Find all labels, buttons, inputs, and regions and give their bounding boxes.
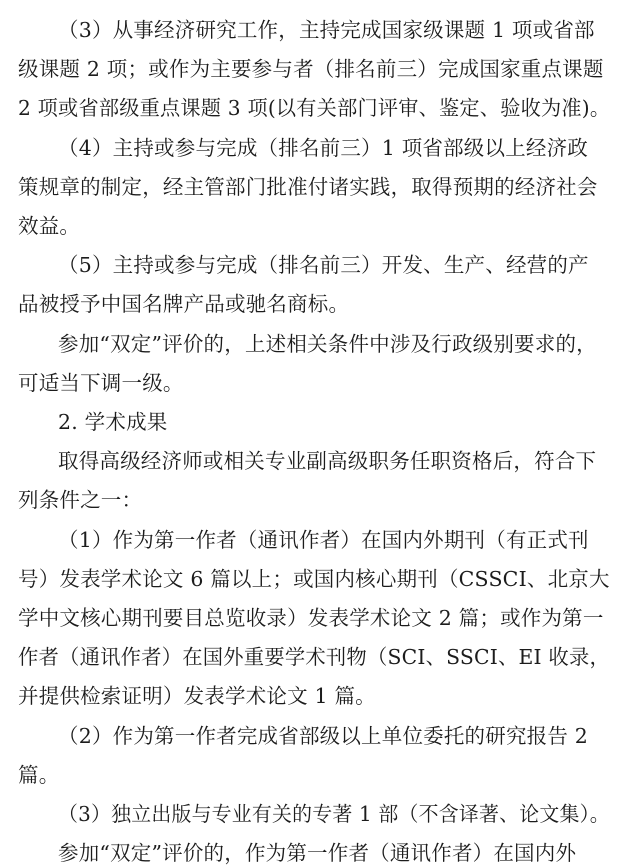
text-line: 取得高级经济师或相关专业副高级职务任职资格后，符合下 bbox=[58, 449, 597, 474]
section-heading: 2. 学术成果 bbox=[58, 410, 168, 434]
text-line: 级课题 2 项；或作为主要参与者（排名前三）完成国家重点课题 bbox=[18, 57, 604, 82]
text-line: 篇。 bbox=[18, 762, 60, 787]
text-line: 策规章的制定，经主管部门批准付诸实践，取得预期的经济社会 bbox=[18, 174, 598, 199]
text-line: 2 项或省部级重点课题 3 项(以有关部门评审、鉴定、验收为准)。 bbox=[18, 96, 611, 121]
text-line: （3）独立出版与专业有关的专著 1 部（不含译著、论文集）。 bbox=[58, 802, 610, 826]
text-line: 并提供检索证明）发表学术论文 1 篇。 bbox=[18, 684, 376, 709]
text-line: 列条件之一： bbox=[18, 488, 143, 513]
text-line: 参加“双定”评价的，作为第一作者（通讯作者）在国内外 bbox=[58, 841, 577, 866]
text-line: 可适当下调一级。 bbox=[18, 370, 184, 395]
text-line: 学中文核心期刊要目总览收录）发表学术论文 2 篇；或作为第一 bbox=[18, 606, 604, 630]
text-line: （5）主持或参与完成（排名前三）开发、生产、经营的产 bbox=[58, 253, 589, 278]
text-line: （1）作为第一作者（通讯作者）在国内外期刊（有正式刊 bbox=[58, 527, 589, 552]
text-line: 品被授予中国名牌产品或驰名商标。 bbox=[18, 292, 350, 317]
text-line: （2）作为第一作者完成省部级以上单位委托的研究报告 2 bbox=[58, 723, 589, 748]
text-line: 参加“双定”评价的，上述相关条件中涉及行政级别要求的， bbox=[58, 331, 597, 356]
text-line: 作者（通讯作者）在国外重要学术刊物（SCI、SSCI、EI 收录， bbox=[18, 645, 611, 670]
text-line: 效益。 bbox=[18, 214, 81, 238]
text-line: （3）从事经济研究工作，主持完成国家级课题 1 项或省部 bbox=[58, 18, 595, 42]
text-line: 号）发表学术论文 6 篇以上；或国内核心期刊（CSSCI、北京大 bbox=[18, 566, 610, 591]
text-line: （4）主持或参与完成（排名前三）1 项省部级以上经济政 bbox=[58, 135, 589, 160]
